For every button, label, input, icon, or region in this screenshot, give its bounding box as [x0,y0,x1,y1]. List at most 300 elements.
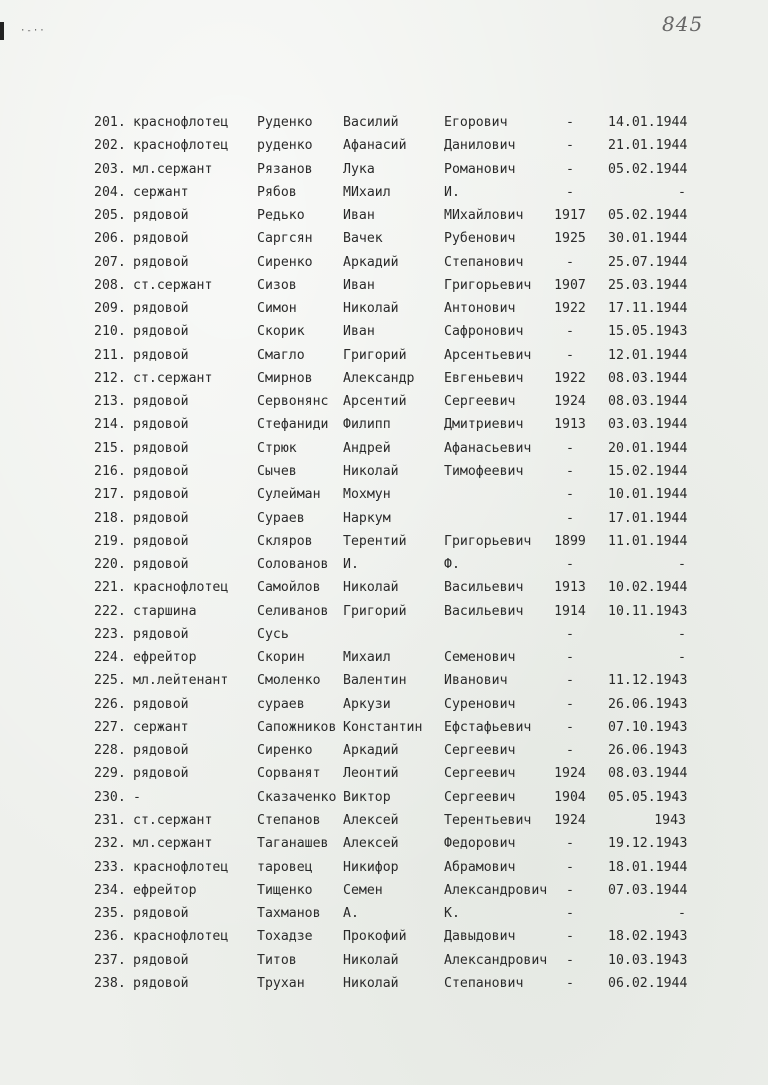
given-name: Филипп [343,417,391,433]
military-rank: рядовой [133,952,189,968]
date: 21.01.1944 [608,138,688,154]
surname: Смагло [257,347,305,363]
list-row [0,251,768,274]
list-row [0,739,768,762]
surname: Стрюк [257,440,297,456]
birth-year: - [566,952,574,968]
military-rank: рядовой [133,463,189,479]
surname: сураев [257,696,305,712]
military-rank: рядовой [133,208,189,224]
given-name: Афанасий [343,138,407,154]
birth-year: - [566,673,574,689]
date: 30.01.1944 [608,231,688,247]
list-row [0,902,768,925]
date: 07.03.1944 [608,882,688,898]
given-name: Прокофий [343,929,407,945]
given-name: Леонтий [343,766,399,782]
patronymic: Сафронович [444,324,524,340]
list-row [0,460,768,483]
date: 05.02.1944 [608,161,688,177]
given-name: Иван [343,324,375,340]
military-rank: ефрейтор [133,650,197,666]
entry-number: 226. [94,696,126,712]
entry-number: 212. [94,370,126,386]
given-name: Мохмун [343,487,391,503]
birth-year: 1907 [554,277,586,293]
date: 1943 [654,812,686,828]
birth-year: - [566,859,574,875]
surname: Тахманов [257,906,321,922]
surname: Сиренко [257,743,313,759]
corner-mark: ·-·· [20,26,46,36]
military-rank: ст.сержант [133,277,213,293]
surname: Редько [257,208,305,224]
military-rank: ст.сержант [133,370,213,386]
list-row [0,297,768,320]
given-name: Аркузи [343,696,391,712]
military-rank: сержант [133,184,189,200]
birth-year: 1904 [554,789,586,805]
patronymic: Сергеевич [444,743,516,759]
given-name: Николай [343,463,399,479]
military-rank: мл.сержант [133,836,213,852]
date: 19.12.1943 [608,836,688,852]
entry-number: 230. [94,789,126,805]
list-row [0,925,768,948]
patronymic: Васильевич [444,603,524,619]
birth-year: - [566,161,574,177]
list-row [0,646,768,669]
entry-number: 224. [94,650,126,666]
birth-year: 1914 [554,603,586,619]
patronymic: Иванович [444,673,508,689]
list-row [0,437,768,460]
list-row [0,693,768,716]
military-rank: старшина [133,603,197,619]
given-name: Николай [343,301,399,317]
given-name: Григорий [343,603,407,619]
given-name: Аркадий [343,254,399,270]
military-rank: рядовой [133,487,189,503]
birth-year: - [566,254,574,270]
list-row [0,623,768,646]
military-rank: рядовой [133,440,189,456]
entry-number: 228. [94,743,126,759]
date: 26.06.1943 [608,743,688,759]
patronymic: Романович [444,161,516,177]
surname: Трухан [257,975,305,991]
entry-number: 214. [94,417,126,433]
list-row [0,809,768,832]
military-rank: рядовой [133,417,189,433]
patronymic: Тимофеевич [444,463,524,479]
entry-number: 220. [94,557,126,573]
entry-number: 225. [94,673,126,689]
entry-number: 236. [94,929,126,945]
list-row [0,716,768,739]
entry-number: 233. [94,859,126,875]
surname: Сусь [257,626,289,642]
date: - [678,906,686,922]
entry-number: 208. [94,277,126,293]
surname: Руденко [257,115,313,130]
military-rank: рядовой [133,766,189,782]
patronymic: Антонович [444,301,516,317]
list-row [0,669,768,692]
entry-number: 216. [94,463,126,479]
military-rank: рядовой [133,743,189,759]
patronymic: Александрович [444,952,548,968]
birth-year: 1913 [554,580,586,596]
date: - [678,557,686,573]
patronymic: Сергеевич [444,394,516,410]
page-number: 845 [662,12,704,36]
list-row [0,320,768,343]
birth-year: 1922 [554,301,586,317]
given-name: Алексей [343,812,399,828]
entry-number: 238. [94,975,126,991]
birth-year: 1924 [554,812,586,828]
birth-year: 1925 [554,231,586,247]
birth-year: 1924 [554,766,586,782]
birth-year: 1917 [554,208,586,224]
given-name: Константин [343,719,423,735]
list-row [0,832,768,855]
entry-number: 206. [94,231,126,247]
given-name: Андрей [343,440,391,456]
date: 25.07.1944 [608,254,688,270]
patronymic: Сергеевич [444,789,516,805]
surname: Солованов [257,557,329,573]
surname: Сиренко [257,254,313,270]
military-rank: рядовой [133,394,189,410]
entry-number: 205. [94,208,126,224]
date: 11.12.1943 [608,673,688,689]
list-row [0,576,768,599]
surname: Сулейман [257,487,321,503]
entry-number: 237. [94,952,126,968]
surname: Сервонянс [257,394,329,410]
birth-year: 1913 [554,417,586,433]
surname: Таганашев [257,836,329,852]
date: 08.03.1944 [608,766,688,782]
surname: Титов [257,952,297,968]
date: 08.03.1944 [608,370,688,386]
given-name: А. [343,906,359,922]
list-row [0,274,768,297]
entry-number: 232. [94,836,126,852]
birth-year: - [566,138,574,154]
list-row [0,507,768,530]
military-rank: краснофлотец [133,580,229,596]
military-rank: рядовой [133,231,189,247]
date: 03.03.1944 [608,417,688,433]
entry-number: 222. [94,603,126,619]
birth-year: - [566,696,574,712]
military-rank: краснофлотец [133,138,229,154]
date: 15.05.1943 [608,324,688,340]
surname: Степанов [257,812,321,828]
list-row [0,786,768,809]
given-name: Николай [343,952,399,968]
list-row [0,600,768,623]
military-rank: рядовой [133,347,189,363]
list-row [0,158,768,181]
military-rank: рядовой [133,557,189,573]
date: 18.02.1943 [608,929,688,945]
surname: Смирнов [257,370,313,386]
list-row [0,367,768,390]
entry-number: 211. [94,347,126,363]
patronymic: Данилович [444,138,516,154]
birth-year: - [566,440,574,456]
patronymic: Арсентьевич [444,347,532,363]
surname: Скляров [257,533,313,549]
patronymic: Дмитриевич [444,417,524,433]
birth-year: 1924 [554,394,586,410]
birth-year: - [566,975,574,991]
surname: Смоленко [257,673,321,689]
date: 10.11.1943 [608,603,688,619]
date: 14.01.1944 [608,115,688,130]
military-rank: рядовой [133,254,189,270]
patronymic: Васильевич [444,580,524,596]
entry-number: 223. [94,626,126,642]
surname: руденко [257,138,313,154]
military-rank: краснофлотец [133,115,229,130]
date: 26.06.1943 [608,696,688,712]
military-rank: ст.сержант [133,812,213,828]
surname: Сизов [257,277,297,293]
military-rank: рядовой [133,533,189,549]
patronymic: Федорович [444,836,516,852]
entry-number: 218. [94,510,126,526]
birth-year: - [566,184,574,200]
given-name: Николай [343,975,399,991]
surname: Сычев [257,463,297,479]
surname: Рябов [257,184,297,200]
date: 15.02.1944 [608,463,688,479]
entry-number: 210. [94,324,126,340]
list-row [0,483,768,506]
patronymic: Григорьевич [444,533,532,549]
list-row [0,856,768,879]
date: 20.01.1944 [608,440,688,456]
entry-number: 231. [94,812,126,828]
birth-year: - [566,115,574,130]
list-row [0,181,768,204]
birth-year: 1922 [554,370,586,386]
date: 10.03.1943 [608,952,688,968]
military-rank: рядовой [133,324,189,340]
entry-number: 213. [94,394,126,410]
list-row [0,390,768,413]
entry-number: 203. [94,161,126,177]
entry-number: 219. [94,533,126,549]
list-row [0,949,768,972]
entry-number: 215. [94,440,126,456]
date: 18.01.1944 [608,859,688,875]
given-name: Григорий [343,347,407,363]
given-name: Лука [343,161,375,177]
date: 08.03.1944 [608,394,688,410]
birth-year: - [566,929,574,945]
given-name: Михаил [343,650,391,666]
list-row [0,530,768,553]
surname: Сураев [257,510,305,526]
patronymic: Суренович [444,696,516,712]
given-name: Валентин [343,673,407,689]
date: 11.01.1944 [608,533,688,549]
surname: Самойлов [257,580,321,596]
date: 05.05.1943 [608,789,688,805]
binding-edge-mark [0,22,4,40]
patronymic: Рубенович [444,231,516,247]
military-rank: - [133,789,141,805]
entry-number: 202. [94,138,126,154]
military-rank: рядовой [133,626,189,642]
military-rank: рядовой [133,510,189,526]
surname: Сорванят [257,766,321,782]
military-rank: мл.сержант [133,161,213,177]
military-rank: рядовой [133,301,189,317]
patronymic: Давыдович [444,929,516,945]
birth-year: - [566,347,574,363]
date: 06.02.1944 [608,975,688,991]
patronymic: Ф. [444,557,460,573]
date: 25.03.1944 [608,277,688,293]
surname: Саргсян [257,231,313,247]
surname: Тищенко [257,882,313,898]
surname: Скорин [257,650,305,666]
military-rank: рядовой [133,906,189,922]
entry-number: 229. [94,766,126,782]
given-name: Аркадий [343,743,399,759]
personnel-list [0,111,768,995]
birth-year: - [566,324,574,340]
birth-year: - [566,487,574,503]
list-row [0,413,768,436]
patronymic: Степанович [444,254,524,270]
military-rank: сержант [133,719,189,735]
patronymic: Семенович [444,650,516,666]
entry-number: 235. [94,906,126,922]
list-row [0,134,768,157]
military-rank: рядовой [133,696,189,712]
date: 10.01.1944 [608,487,688,503]
date: 10.02.1944 [608,580,688,596]
birth-year: - [566,743,574,759]
surname: Скорик [257,324,305,340]
given-name: И. [343,557,359,573]
patronymic: Александрович [444,882,548,898]
patronymic: МИхайлович [444,208,524,224]
birth-year: - [566,719,574,735]
list-row [0,553,768,576]
patronymic: Григорьевич [444,277,532,293]
patronymic: Абрамович [444,859,516,875]
birth-year: - [566,626,574,642]
date: 05.02.1944 [608,208,688,224]
patronymic: Терентьевич [444,812,532,828]
patronymic: Степанович [444,975,524,991]
entry-number: 234. [94,882,126,898]
entry-number: 217. [94,487,126,503]
date: 12.01.1944 [608,347,688,363]
surname: Селиванов [257,603,329,619]
patronymic: Егорович [444,115,508,130]
entry-number: 221. [94,580,126,596]
surname: таровец [257,859,313,875]
birth-year: - [566,463,574,479]
list-row [0,972,768,995]
birth-year: - [566,557,574,573]
list-row [0,762,768,785]
birth-year: 1899 [554,533,586,549]
entry-number: 209. [94,301,126,317]
given-name: Иван [343,208,375,224]
patronymic: Сергеевич [444,766,516,782]
date: 17.01.1944 [608,510,688,526]
date: - [678,184,686,200]
surname: Симон [257,301,297,317]
surname: Сказаченко [257,789,337,805]
patronymic: Афанасьевич [444,440,532,456]
given-name: Александр [343,370,415,386]
patronymic: К. [444,906,460,922]
given-name: Николай [343,580,399,596]
list-row [0,344,768,367]
list-row [0,204,768,227]
military-rank: ефрейтор [133,882,197,898]
given-name: Наркум [343,510,391,526]
entry-number: 227. [94,719,126,735]
date: 07.10.1943 [608,719,688,735]
patronymic: Ефстафьевич [444,719,532,735]
given-name: Алексей [343,836,399,852]
date: 17.11.1944 [608,301,688,317]
birth-year: - [566,510,574,526]
given-name: МИхаил [343,184,391,200]
military-rank: краснофлотец [133,929,229,945]
given-name: Вачек [343,231,383,247]
surname: Рязанов [257,161,313,177]
military-rank: рядовой [133,975,189,991]
date: - [678,626,686,642]
military-rank: краснофлотец [133,859,229,875]
given-name: Иван [343,277,375,293]
military-rank: мл.лейтенант [133,673,229,689]
surname: Сапожников [257,719,337,735]
patronymic: И. [444,184,460,200]
list-row [0,227,768,250]
given-name: Василий [343,115,399,130]
given-name: Арсентий [343,394,407,410]
birth-year: - [566,882,574,898]
birth-year: - [566,906,574,922]
surname: Стефаниди [257,417,329,433]
entry-number: 204. [94,184,126,200]
birth-year: - [566,650,574,666]
surname: Тохадзе [257,929,313,945]
given-name: Терентий [343,533,407,549]
entry-number: 201. [94,115,126,130]
entry-number: 207. [94,254,126,270]
given-name: Семен [343,882,383,898]
patronymic: Евгеньевич [444,370,524,386]
given-name: Никифор [343,859,399,875]
list-row [0,111,768,134]
